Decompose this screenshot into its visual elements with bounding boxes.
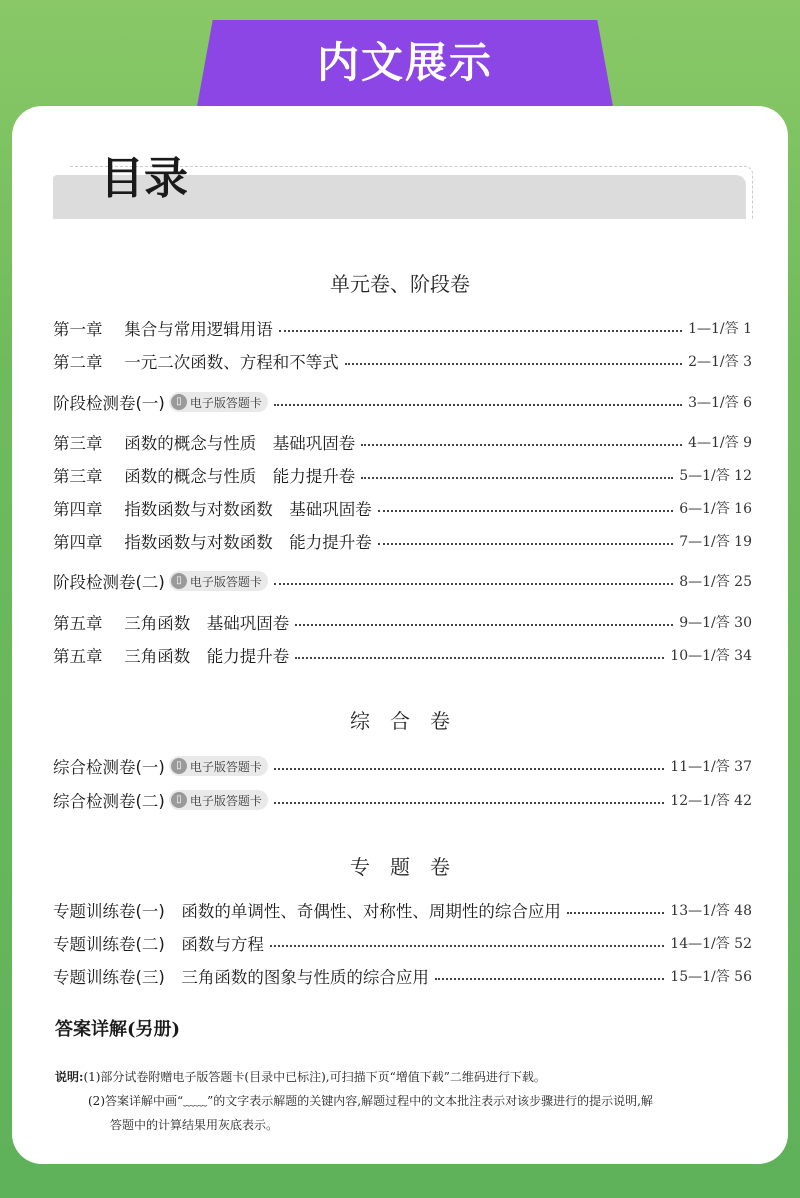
toc-row[interactable]	[53, 529, 752, 553]
badge-label: 电子版答题卡	[189, 395, 262, 410]
toc-row-page: 15—1/答 56	[670, 969, 752, 985]
phone-icon: ▯	[171, 394, 187, 410]
toc-row-page: 1—1/答 1	[688, 321, 752, 337]
toc-row[interactable]	[53, 569, 752, 593]
leader-dots	[274, 802, 664, 804]
toc-row[interactable]	[53, 898, 752, 922]
leader-dots	[435, 978, 664, 980]
leader-dots	[274, 768, 664, 770]
note-line-1	[55, 1068, 546, 1085]
toc-row[interactable]	[53, 496, 752, 520]
toc-row[interactable]	[53, 643, 752, 667]
toc-row-label: 第四章 指数函数与对数函数 基础巩固卷	[53, 500, 372, 519]
toc-title: 目录	[100, 153, 188, 204]
toc-row-label: 专题训练卷(二) 函数与方程	[53, 935, 264, 954]
toc-row[interactable]	[53, 430, 752, 454]
toc-row-label: 第一章 集合与常用逻辑用语	[53, 320, 273, 339]
phone-icon: ▯	[171, 792, 187, 808]
answer-booklet-title: 答案详解(另册)	[55, 1019, 181, 1040]
leader-dots	[567, 912, 664, 914]
e-answer-card-badge	[169, 756, 268, 776]
leader-dots	[378, 543, 673, 545]
toc-row[interactable]	[53, 349, 752, 373]
toc-row-label: 阶段检测卷(一)	[53, 394, 165, 413]
toc-row[interactable]	[53, 463, 752, 487]
toc-row-label: 第二章 一元二次函数、方程和不等式	[53, 353, 339, 372]
leader-dots	[361, 477, 673, 479]
leader-dots	[279, 330, 682, 332]
toc-row[interactable]	[53, 931, 752, 955]
toc-row-page: 6—1/答 16	[679, 501, 752, 517]
leader-dots	[274, 583, 673, 585]
toc-row-page: 14—1/答 52	[670, 936, 752, 952]
toc-row-page: 12—1/答 42	[670, 793, 752, 809]
toc-row-page: 10—1/答 34	[670, 648, 752, 664]
section-title-comprehensive: 综 合 卷	[350, 709, 450, 733]
toc-row-label: 第三章 函数的概念与性质 能力提升卷	[53, 467, 356, 486]
e-answer-card-badge	[169, 571, 268, 591]
toc-row[interactable]	[53, 964, 752, 988]
badge-label: 电子版答题卡	[189, 574, 262, 589]
e-answer-card-badge	[169, 392, 268, 412]
content-card	[12, 106, 788, 1164]
section-title-unit: 单元卷、阶段卷	[330, 272, 470, 296]
toc-row-page: 5—1/答 12	[679, 468, 752, 484]
toc-row-label: 第五章 三角函数 能力提升卷	[53, 647, 290, 666]
toc-row-label: 专题训练卷(一) 函数的单调性、奇偶性、对称性、周期性的综合应用	[53, 902, 561, 921]
banner-title: 内文展示	[316, 38, 493, 87]
leader-dots	[378, 510, 673, 512]
toc-row[interactable]	[53, 316, 752, 340]
phone-icon: ▯	[171, 573, 187, 589]
toc-row-label: 综合检测卷(二)	[53, 792, 165, 811]
toc-row[interactable]	[53, 788, 752, 812]
badge-label: 电子版答题卡	[189, 793, 262, 808]
leader-dots	[295, 657, 664, 659]
section-title-special: 专 题 卷	[350, 855, 450, 879]
toc-row[interactable]	[53, 610, 752, 634]
note-line-3: 答题中的计算结果用灰底表示。	[110, 1118, 279, 1132]
toc-row[interactable]	[53, 754, 752, 778]
toc-row-page: 8—1/答 25	[679, 574, 752, 590]
toc-row-label: 第五章 三角函数 基础巩固卷	[53, 614, 290, 633]
note-text-1: (1)部分试卷附赠电子版答题卡(目录中已标注),可扫描下页“增值下载”二维码进行下载。	[83, 1070, 546, 1084]
leader-dots	[270, 945, 664, 947]
toc-row-page: 7—1/答 19	[679, 534, 752, 550]
toc-row[interactable]	[53, 390, 752, 414]
badge-label: 电子版答题卡	[189, 759, 262, 774]
e-answer-card-badge	[169, 790, 268, 810]
toc-row-label: 第四章 指数函数与对数函数 能力提升卷	[53, 533, 372, 552]
toc-row-label: 第三章 函数的概念与性质 基础巩固卷	[53, 434, 356, 453]
phone-icon: ▯	[171, 758, 187, 774]
toc-row-page: 2—1/答 3	[688, 354, 752, 370]
note-prefix: 说明:	[55, 1070, 84, 1084]
toc-row-label: 综合检测卷(一)	[53, 758, 165, 777]
toc-row-page: 13—1/答 48	[670, 903, 752, 919]
toc-row-page: 11—1/答 37	[670, 759, 752, 775]
toc-row-page: 4—1/答 9	[688, 435, 752, 451]
leader-dots	[345, 363, 682, 365]
toc-row-label: 专题训练卷(三) 三角函数的图象与性质的综合应用	[53, 968, 429, 987]
leader-dots	[361, 444, 682, 446]
toc-row-page: 3—1/答 6	[688, 395, 752, 411]
note-line-2: (2)答案详解中画“﹏﹏”的文字表示解题的关键内容,解题过程中的文本批注表示对该步骤进行的提示说明,解	[88, 1094, 653, 1108]
leader-dots	[274, 404, 682, 406]
toc-row-page: 9—1/答 30	[679, 615, 752, 631]
leader-dots	[295, 624, 673, 626]
toc-row-label: 阶段检测卷(二)	[53, 573, 165, 592]
